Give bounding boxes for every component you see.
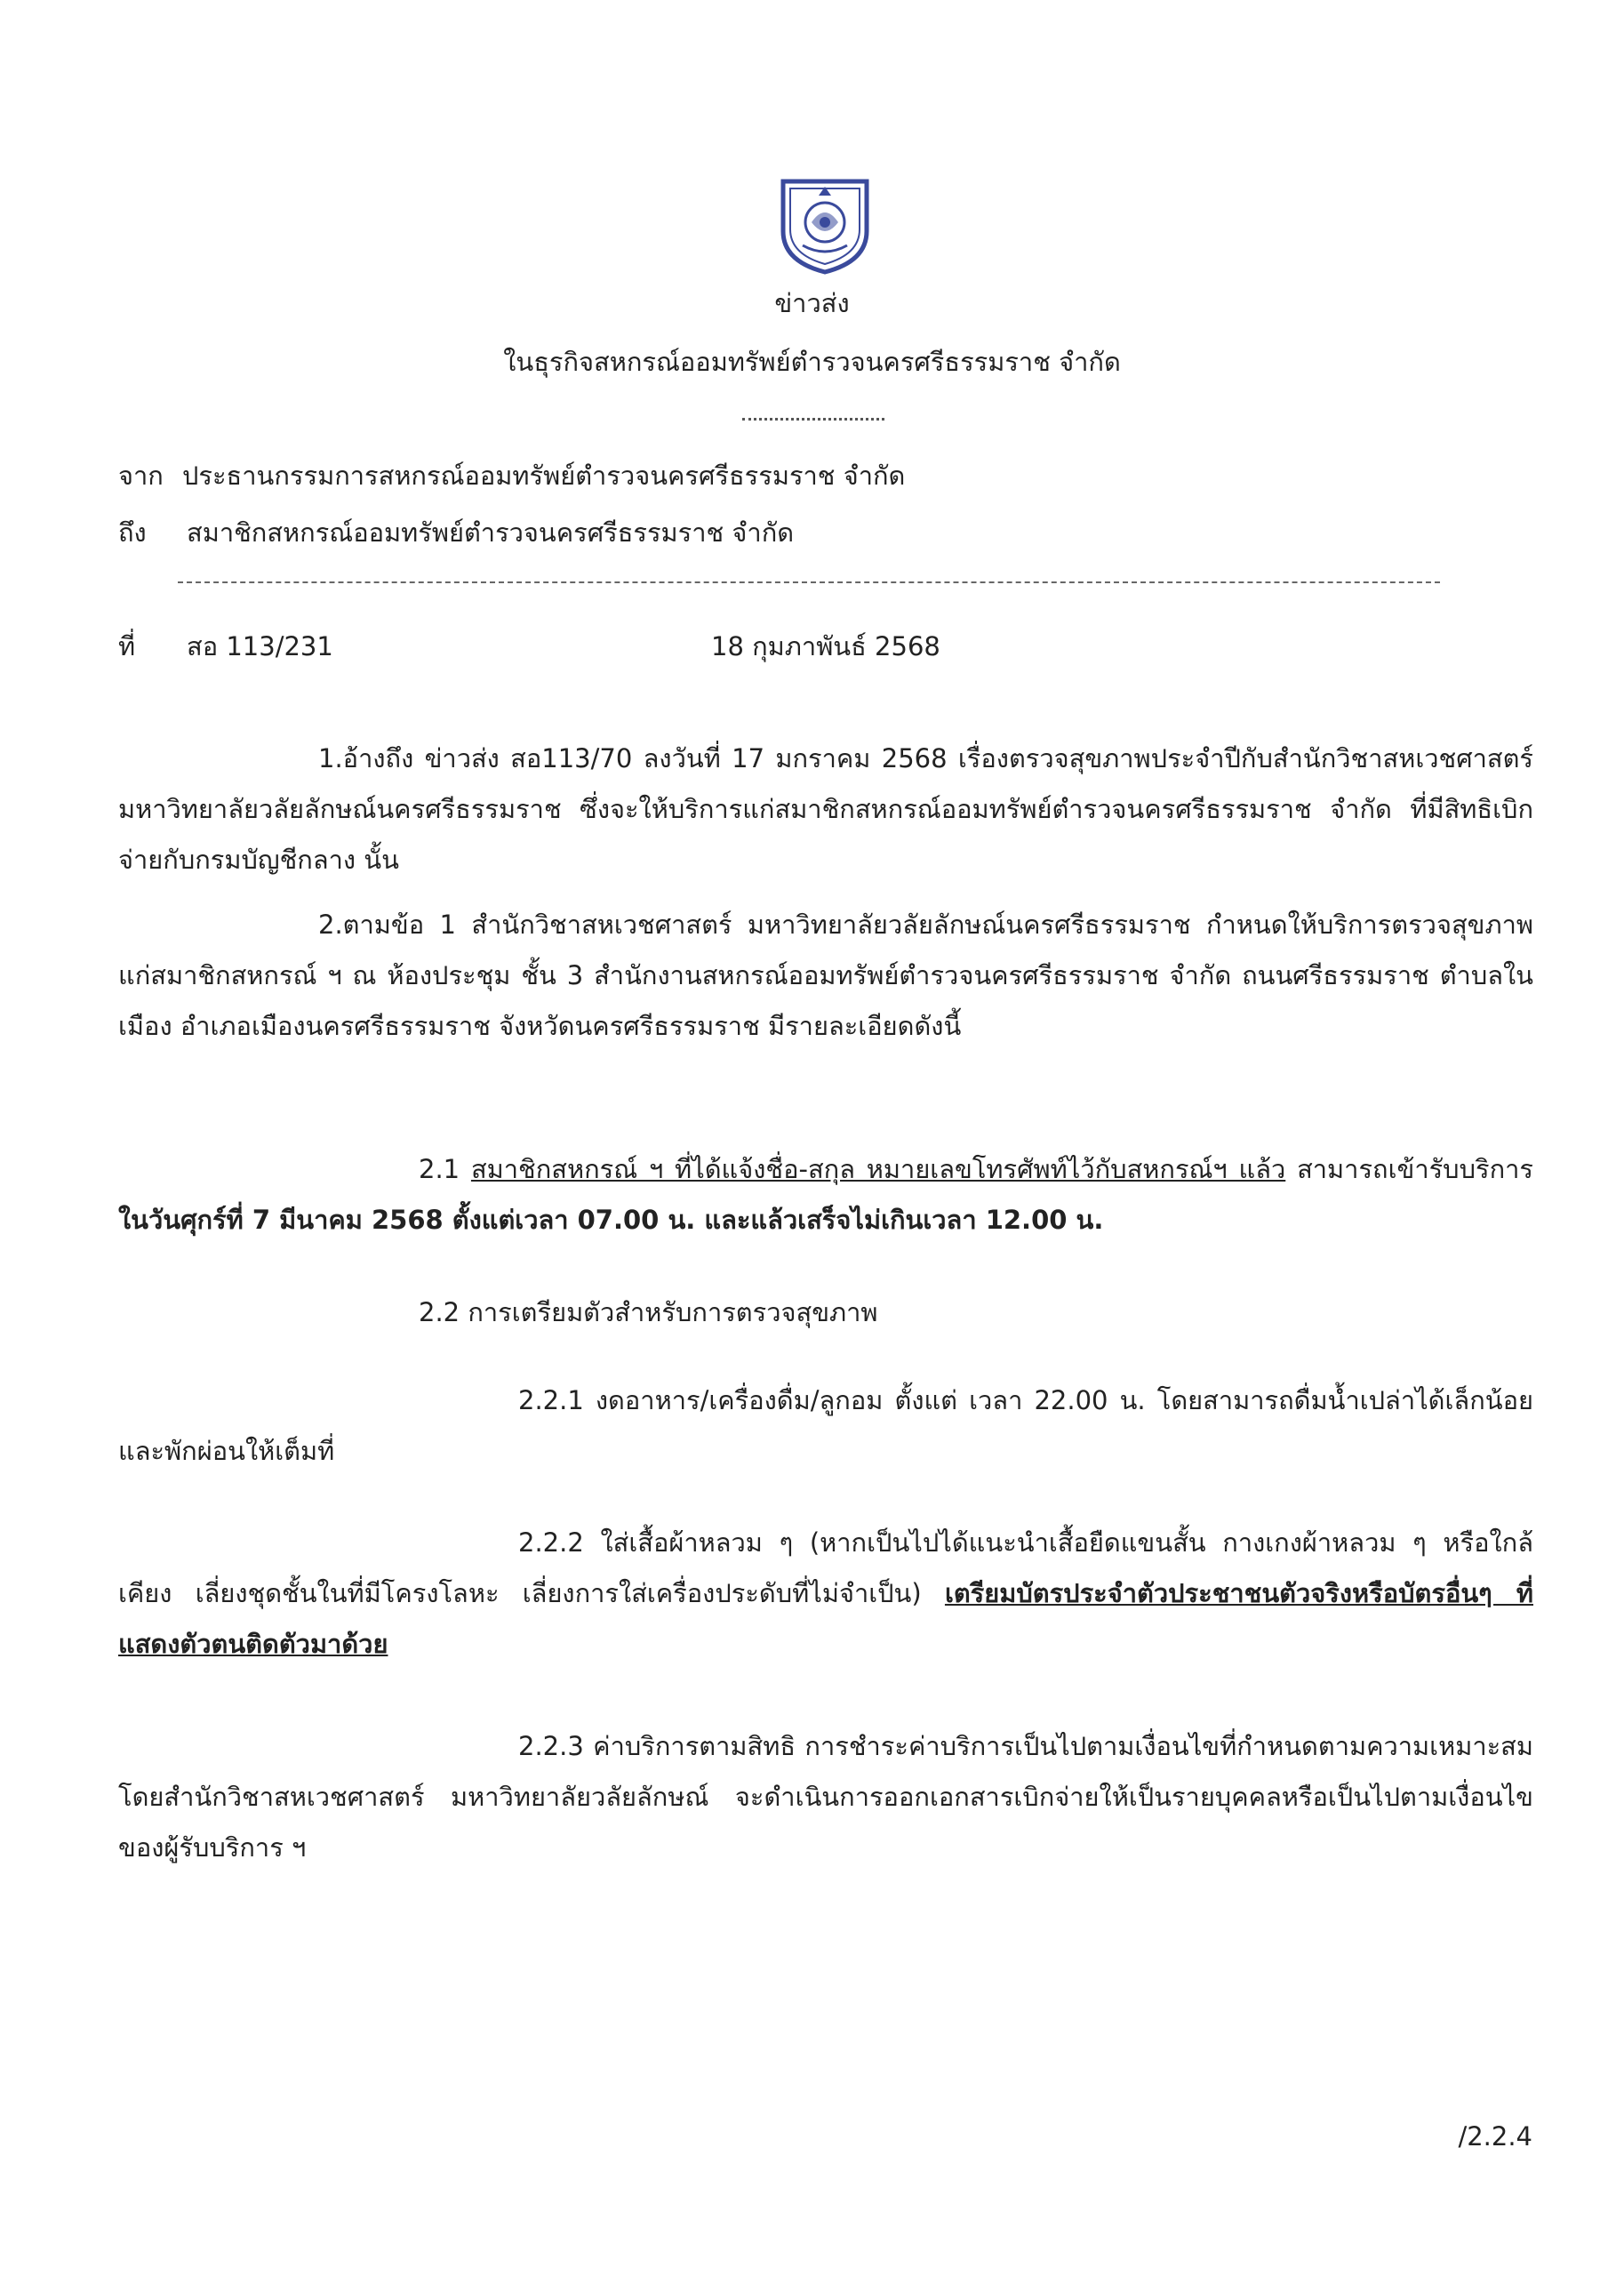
document-title: ข่าวส่ง (774, 288, 850, 318)
id-card-reminder: เตรียมบัตรประจำตัวประชาชนตัวจริงหรือบัตรอื่นๆ ที่แสดงตัวตนติดตัวมาด้วย (118, 1578, 1533, 1659)
paragraph-2-2-1: 2.2.1 งดอาหาร/เครื่องดื่ม/ลูกอม ตั้งแต่ เวลา 22.00 น. โดยสามารถดื่มน้ำเปล่าได้เล็กน้อย และพักผ่อนให้เต็มที่ (118, 1385, 1533, 1466)
cooperative-emblem-icon (776, 176, 874, 276)
to-label: ถึง (118, 517, 147, 548)
paragraph-2: 2.ตามข้อ 1 สำนักวิชาสหเวชศาสตร์ มหาวิทยาลัยวลัยลักษณ์นครศรีธรรมราช กำหนดให้บริการตรวจสุขภาพแก่สมาชิกสหกรณ์ ฯ ณ ห้องประชุม ชั้น 3 สำนักงานสหกรณ์ออมทรัพย์ตำรวจนครศรีธรรมราช จำกัด ถนนศรีธรรมราช ตำบลในเมือง อำเภอเมืองนครศรีธรรมราช จังหวัดนครศรีธรรมราช มีรายละเอียดดังนี้ (118, 910, 1533, 1041)
dotted-separator (742, 418, 884, 421)
paragraph-2-2-2: 2.2.2 ใส่เสื้อผ้าหลวม ๆ (หากเป็นไปได้แนะนำเสื้อยืดแขนสั้น กางเกงผ้าหลวม ๆ หรือใกล้เคียง เลี่ยงชุดชั้นในที่มีโครงโลหะ เลี่ยงการใส่เครื่องประดับที่ไม่จำเป็น) เตรียมบัตรประจำตัวประชาชนตัวจริงหรือบัตรอื่นๆ ที่แสดงตัวตนติดตัวมาด้วย (118, 1527, 1533, 1659)
paragraph-1: 1.อ้างถึง ข่าวส่ง สอ113/70 ลงวันที่ 17 มกราคม 2568 เรื่องตรวจสุขภาพประจำปีกับสำนักวิชาสหเวชศาสตร์ มหาวิทยาลัยวลัยลักษณ์นครศรีธรรมราช ซึ่งจะให้บริการแก่สมาชิกสหกรณ์ออมทรัพย์ตำรวจนครศรีธรรมราช จำกัด ที่มีสิทธิเบิกจ่ายกับกรมบัญชีกลาง นั้น (118, 743, 1533, 875)
from-value: ประธานกรรมการสหกรณ์ออมทรัพย์ตำรวจนครศรีธรรมราช จำกัด (182, 461, 906, 491)
document-subtitle: ในธุรกิจสหกรณ์ออมทรัพย์ตำรวจนครศรีธรรมราช จำกัด (503, 347, 1121, 377)
continuation-marker: /2.2.4 (1458, 2121, 1532, 2152)
reference-label: ที่ (118, 631, 136, 661)
members-registered-note: สมาชิกสหกรณ์ ฯ ที่ได้แจ้งชื่อ-สกุล หมายเลขโทรศัพท์ไว้กับสหกรณ์ฯ แล้ว (470, 1154, 1286, 1184)
reference-date: 18 กุมภาพันธ์ 2568 (711, 631, 940, 661)
service-date-time: ในวันศุกร์ที่ 7 มีนาคม 2568 ตั้งแต่เวลา 07.00 น. และแล้วเสร็จไม่เกินเวลา 12.00 น. (118, 1205, 1104, 1235)
dashed-separator (178, 581, 1440, 583)
paragraph-2-1: 2.1 สมาชิกสหกรณ์ ฯ ที่ได้แจ้งชื่อ-สกุล หมายเลขโทรศัพท์ไว้กับสหกรณ์ฯ แล้ว สามารถเข้ารับบริการในวันศุกร์ที่ 7 มีนาคม 2568 ตั้งแต่เวลา 07.00 น. และแล้วเสร็จไม่เกินเวลา 12.00 น. (118, 1154, 1533, 1235)
reference-number: สอ 113/231 (187, 631, 333, 661)
to-value: สมาชิกสหกรณ์ออมทรัพย์ตำรวจนครศรีธรรมราช จำกัด (187, 517, 795, 548)
paragraph-2-2-3: 2.2.3 ค่าบริการตามสิทธิ การชำระค่าบริการเป็นไปตามเงื่อนไขที่กำหนดตามความเหมาะสม โดยสำนักวิชาสหเวชศาสตร์ มหาวิทยาลัยวลัยลักษณ์ จะดำเนินการออกเอกสารเบิกจ่ายให้เป็นรายบุคคลหรือเป็นไปตามเงื่อนไขของผู้รับบริการ ฯ (118, 1731, 1533, 1863)
from-label: จาก (118, 461, 164, 491)
paragraph-2-2: 2.2 การเตรียมตัวสำหรับการตรวจสุขภาพ (419, 1297, 878, 1327)
